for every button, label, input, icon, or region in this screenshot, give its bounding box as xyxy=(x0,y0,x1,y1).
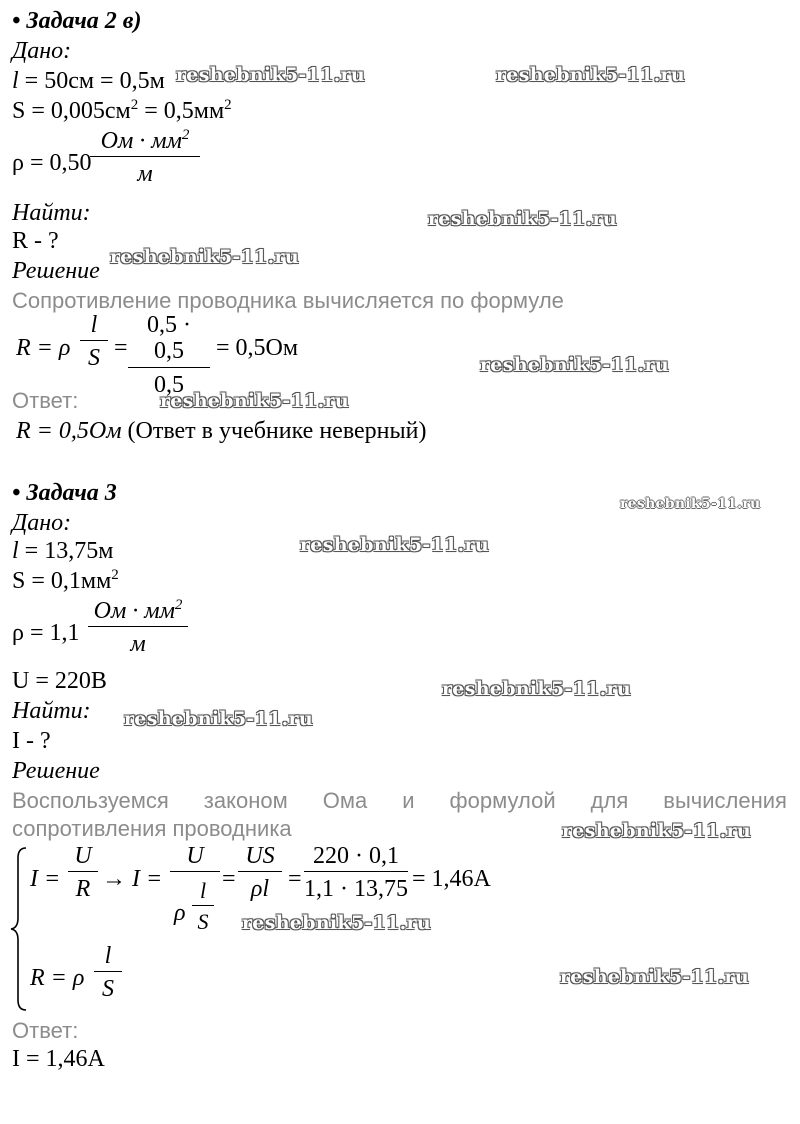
task2-find-label: Найти: xyxy=(12,698,91,724)
word: и xyxy=(402,788,415,813)
unit-denominator: м xyxy=(137,161,153,188)
task1-formula-lhs: R = ρ xyxy=(16,335,71,361)
task1-find-label: Найти: xyxy=(12,200,91,226)
word: формулой xyxy=(449,788,556,813)
task1-given-label: Дано: xyxy=(12,38,72,64)
system-fraction-us xyxy=(238,843,282,903)
watermark: reshebnik5-11.ru xyxy=(176,64,365,86)
unit-denominator: м xyxy=(130,631,146,658)
task1-find-value: R - ? xyxy=(12,228,59,254)
task1-answer xyxy=(16,418,426,446)
watermark: reshebnik5-11.ru xyxy=(442,678,631,700)
length-value: = 50см = 0,5м xyxy=(18,68,165,94)
system-i-lhs: I = xyxy=(30,866,61,892)
fraction-numerator: l xyxy=(80,312,108,341)
task2-find-value: I - ? xyxy=(12,728,51,754)
area-value-1: S = 0,005см xyxy=(12,98,131,124)
fraction-numerator: US xyxy=(238,843,282,872)
system-brace xyxy=(8,846,30,1012)
watermark: reshebnik5-11.ru xyxy=(300,534,489,556)
task2-heading: • Задача 3 xyxy=(12,480,117,506)
task1-formula-fraction-2 xyxy=(128,312,210,398)
task1-answer-label: Ответ: xyxy=(12,388,79,413)
system-result: = 1,46A xyxy=(412,866,491,892)
system-fraction-u-r xyxy=(68,843,98,903)
task2-solution-text-line2: сопротивления проводника xyxy=(12,816,292,841)
watermark: reshebnik5-11.ru xyxy=(620,496,761,512)
task1-solution-text: Сопротивление проводника вычисляется по формуле xyxy=(12,288,564,313)
word: Ома xyxy=(322,788,368,813)
length-var: l xyxy=(12,68,19,94)
word: вычисления xyxy=(663,788,787,813)
task1-resistivity-unit xyxy=(90,128,200,188)
watermark: reshebnik5-11.ru xyxy=(496,64,685,86)
area-exp-1: 2 xyxy=(130,97,139,113)
task1-solution-label: Решение xyxy=(12,258,100,284)
fraction-denominator: R xyxy=(75,876,91,903)
watermark: reshebnik5-11.ru xyxy=(428,208,617,230)
area-value: S = 0,1мм xyxy=(12,568,112,594)
task2-given-label: Дано: xyxy=(12,510,72,536)
task2-given-area xyxy=(12,568,119,596)
watermark: reshebnik5-11.ru xyxy=(560,966,749,988)
system-fraction-l-s xyxy=(94,943,122,1003)
watermark: reshebnik5-11.ru xyxy=(480,354,669,376)
task2-given-length xyxy=(12,538,113,566)
length-var: l xyxy=(12,538,19,564)
fraction-denominator: 1,1 · 13,75 xyxy=(304,876,408,903)
task1-heading: • Задача 2 в) xyxy=(12,8,142,34)
word: законом xyxy=(203,788,288,813)
word: Воспользуемся xyxy=(12,788,169,813)
watermark: reshebnik5-11.ru xyxy=(110,246,299,268)
watermark: reshebnik5-11.ru xyxy=(124,708,313,730)
task1-given-resistivity: ρ = 0,50 xyxy=(12,150,92,176)
task2-solution-text-line1 xyxy=(12,788,787,814)
fraction-numerator: U xyxy=(68,843,98,872)
fraction-numerator: 0,5 · 0,5 xyxy=(128,312,210,368)
fraction-denominator: S xyxy=(197,909,209,935)
task1-given-length xyxy=(12,68,165,96)
task1-formula-fraction-1 xyxy=(80,312,108,372)
fraction-numerator: 220 · 0,1 xyxy=(304,843,408,872)
answer-note: (Ответ в учебнике неверный) xyxy=(127,418,427,444)
system-fraction-u-rho xyxy=(170,843,220,872)
watermark: reshebnik5-11.ru xyxy=(242,912,431,934)
system-r-lhs: R = ρ xyxy=(30,965,85,991)
fraction-numerator: l xyxy=(94,943,122,972)
system-eq-2: = xyxy=(222,866,236,892)
task2-solution-label: Решение xyxy=(12,758,100,784)
fraction-numerator: l xyxy=(192,879,214,906)
area-exp-2: 2 xyxy=(224,97,232,113)
unit-numerator: Ом · $мм^2$ xyxy=(88,598,188,627)
unit-numerator: Ом · $мм^2$ xyxy=(90,128,200,157)
task1-given-area xyxy=(12,98,232,126)
task1-formula-result: = 0,5Ом xyxy=(216,335,299,361)
task1-formula-eq: = xyxy=(114,335,128,361)
system-rho: ρ xyxy=(174,900,186,926)
area-exp: 2 xyxy=(111,567,119,583)
task2-given-voltage: U = 220В xyxy=(12,668,107,694)
task2-given-resistivity: ρ = 1,1 xyxy=(12,620,80,646)
system-fraction-numeric xyxy=(304,843,408,903)
system-arrow: → I = xyxy=(102,866,163,892)
fraction-numerator: U xyxy=(170,843,220,872)
watermark: reshebnik5-11.ru xyxy=(562,820,751,842)
answer-math: R = 0,5Ом xyxy=(16,418,122,444)
word: для xyxy=(590,788,629,813)
task2-answer-label: Ответ: xyxy=(12,1018,79,1043)
system-nested-fraction xyxy=(192,879,214,934)
system-eq-3: = xyxy=(288,866,302,892)
fraction-denominator: 0,5 xyxy=(154,371,184,398)
fraction-denominator: S xyxy=(102,976,114,1003)
task2-answer: I = 1,46А xyxy=(12,1046,105,1072)
area-value-2: = 0,5мм xyxy=(138,98,225,124)
task2-resistivity-unit xyxy=(88,598,188,658)
fraction-denominator: S xyxy=(88,345,100,372)
watermark: reshebnik5-11.ru xyxy=(160,390,349,412)
fraction-denominator: ρl xyxy=(250,876,270,903)
length-value: = 13,75м xyxy=(18,538,114,564)
